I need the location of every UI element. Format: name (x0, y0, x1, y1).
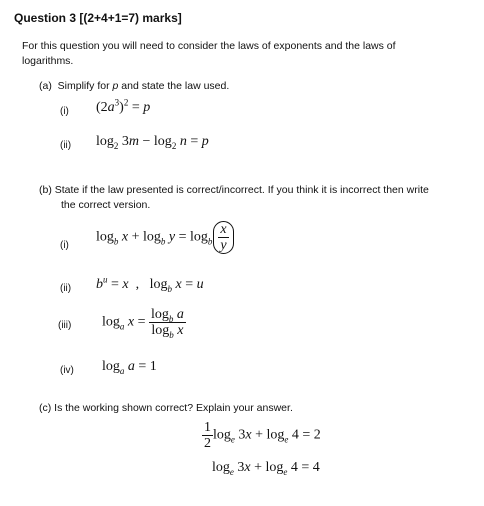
part-c-prompt: (c) Is the working shown correct? Explain your answer. (39, 402, 293, 414)
part-a-prompt: (a) Simplify for p and state the law used. (39, 80, 230, 92)
part-b-item-2-label: (ii) (60, 283, 72, 294)
part-c-line-2: $\log_e 3x + \log_e 4 = 4$ (212, 460, 320, 477)
part-a-item-2-expr: $\log_2 3m - \log_2 n = p$ (96, 134, 209, 151)
part-b-prompt (39, 183, 429, 213)
intro-line-1: For this question you will need to consider the laws of exponents and the laws of (22, 40, 396, 52)
part-a-item-2-label: (ii) (60, 140, 72, 151)
part-c-line-1: $\frac{1}{2}$ $\log_e 3x + \log_e 4 = 2$ (204, 420, 321, 451)
part-b-item-4-label: (iv) (60, 365, 74, 376)
intro-line-2: logarithms. (22, 55, 74, 67)
part-a-item-1-expr: $(2a^3)^2 = p$ (96, 97, 151, 115)
part-b-item-2-expr: $b^u = x$ , $\log_b x = u$ (96, 274, 204, 294)
part-b-prompt-line-2: the correct version. (61, 199, 151, 211)
part-b-item-1-label: (i) (60, 240, 69, 251)
part-b-item-1-expr: $\log_b x + \log_b y = \log_b$ $\frac{x}{y}$ (96, 221, 234, 254)
part-a-item-1-label: (i) (60, 106, 69, 117)
part-b-item-3-label: (iii) (58, 320, 72, 331)
part-b-prompt-line-1: (b) State if the law presented is correct/incorrect. If you think it is incorrect then write (39, 184, 429, 196)
question-title: Question 3 [(2+4+1=7) marks] (14, 11, 182, 25)
part-b-item-4-expr: $\log_a a = 1$ (102, 359, 157, 376)
question-intro (22, 39, 396, 69)
part-b-item-3-expr: $\log_a x$ = $\frac{\log_b a}{\log_b x}$ (102, 307, 184, 340)
